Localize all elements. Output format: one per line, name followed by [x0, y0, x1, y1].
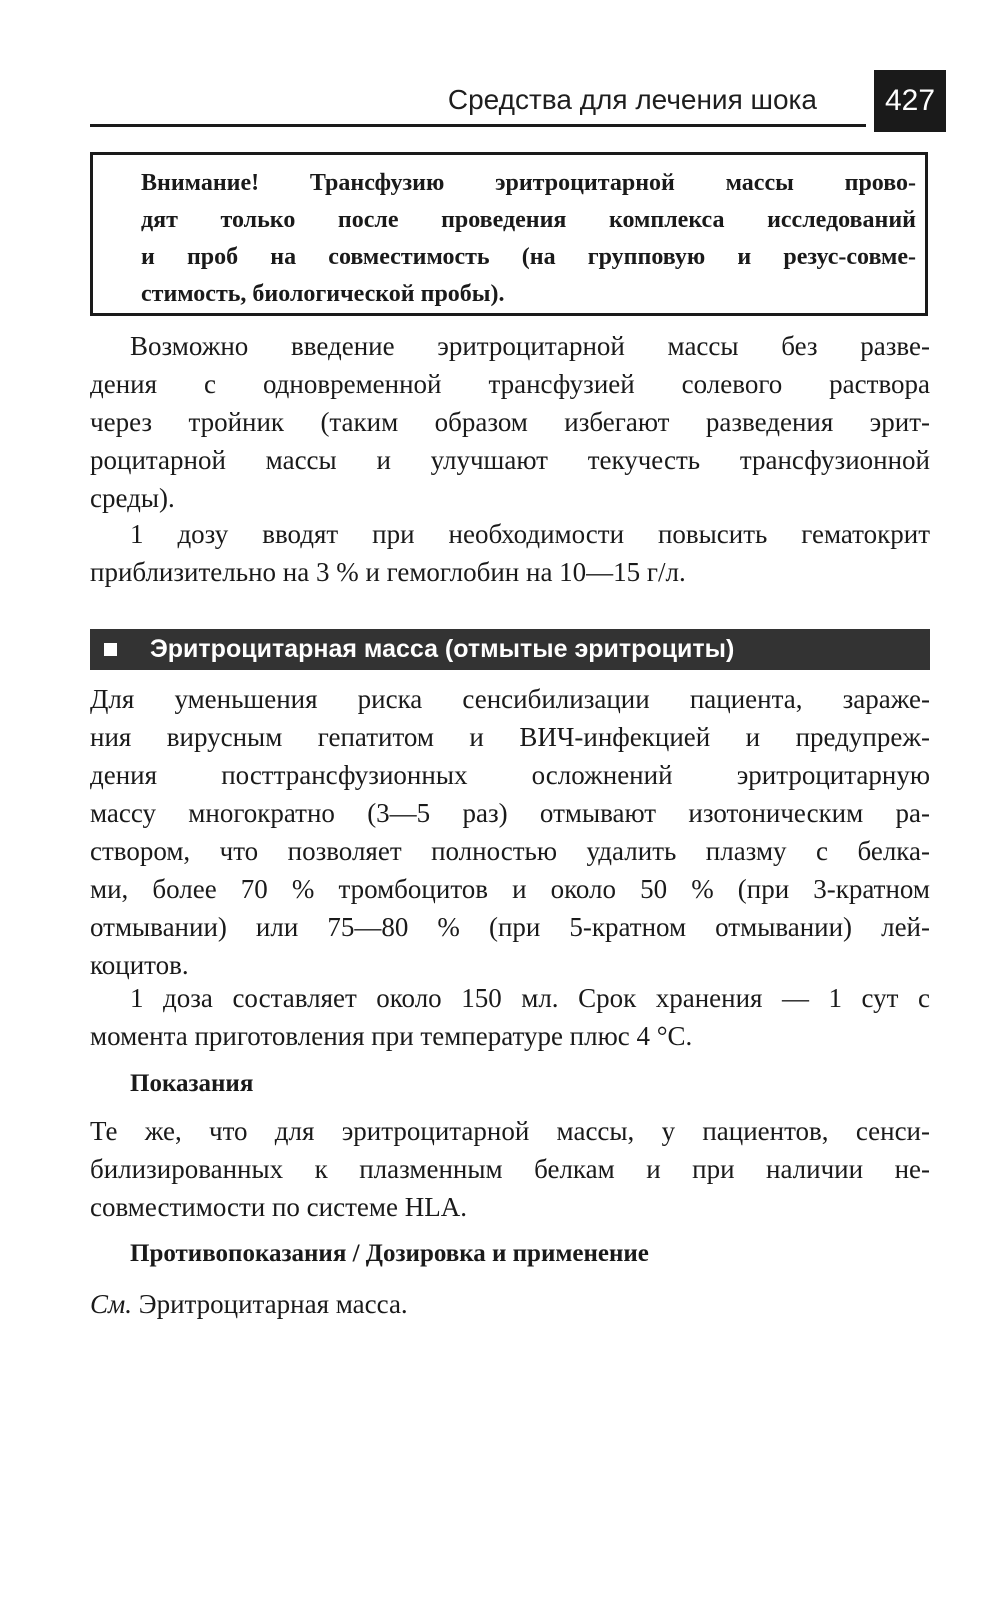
text-line: дения с одновременной трансфузией солевого раствора — [90, 369, 930, 399]
text-line: через тройник (таким образом избегают разведения эрит- — [90, 407, 930, 437]
contraindications-heading: Противопоказания / Дозировка и применение — [130, 1240, 649, 1267]
text-line: массу многократно (3—5 раз) отмывают изотоническим ра- — [90, 798, 930, 828]
text-line: створом, что позволяет полностью удалить плазму с белка- — [90, 836, 930, 866]
see-text: Эритроцитарная масса. — [132, 1289, 408, 1319]
text-line: среды). — [90, 483, 175, 513]
see-label: См. — [90, 1289, 132, 1319]
warning-line: дят только после проведения комплекса исследований — [141, 207, 916, 233]
section-title: Эритроцитарная масса (отмытые эритроциты) — [150, 635, 735, 663]
text-line: Те же, что для эритроцитарной массы, у пациентов, сенси- — [90, 1116, 930, 1146]
running-header — [90, 70, 936, 132]
square-bullet-icon — [104, 643, 117, 656]
header-title: Средства для лечения шока — [447, 84, 817, 115]
text-line: ния вирусным гепатитом и ВИЧ-инфекцией и предупреж- — [90, 722, 930, 752]
text-line: роцитарной массы и улучшают текучесть трансфузионной — [90, 445, 930, 475]
text-line: момента приготовления при температуре плюс 4 °С. — [90, 1021, 693, 1051]
paragraph-indications — [90, 1112, 930, 1226]
paragraph-washed-cells — [90, 680, 930, 984]
paragraph-storage — [90, 979, 930, 1055]
section-heading — [90, 629, 930, 670]
warning-line: и проб на совместимость (на групповую и резус-совме- — [141, 244, 916, 270]
text-line: 1 доза составляет около 150 мл. Срок хранения — 1 сут с — [130, 983, 930, 1013]
paragraph-dilution — [90, 327, 930, 517]
warning-line: Внимание! Трансфузию эритроцитарной массы прово- — [141, 170, 916, 196]
text-line: совместимости по системе HLA. — [90, 1192, 467, 1222]
text-line: Для уменьшения риска сенсибилизации пациента, зараже- — [90, 684, 930, 714]
see-also-line — [90, 1285, 930, 1323]
warning-box — [90, 152, 928, 316]
text-line: Возможно введение эритроцитарной массы без разве- — [130, 331, 930, 361]
header-rule — [90, 124, 866, 127]
text-line: отмывании) или 75—80 % (при 5-кратном отмывании) лей- — [90, 912, 930, 942]
paragraph-see-also — [90, 1285, 930, 1323]
warning-text — [141, 165, 916, 313]
text-line: приблизительно на 3 % и гемоглобин на 10—15 г/л. — [90, 557, 686, 587]
text-line: 1 дозу вводят при необходимости повысить гематокрит — [130, 519, 930, 549]
text-line: ми, более 70 % тромбоцитов и около 50 % (при 3-кратном — [90, 874, 930, 904]
text-line: коцитов. — [90, 950, 189, 980]
indications-heading: Показания — [130, 1070, 254, 1097]
paragraph-dose — [90, 515, 930, 591]
warning-line: стимость, биологической пробы). — [141, 281, 505, 307]
page-number: 427 — [874, 70, 946, 132]
text-line: дения посттрансфузионных осложнений эритроцитарную — [90, 760, 930, 790]
text-line: билизированных к плазменным белкам и при наличии не- — [90, 1154, 930, 1184]
